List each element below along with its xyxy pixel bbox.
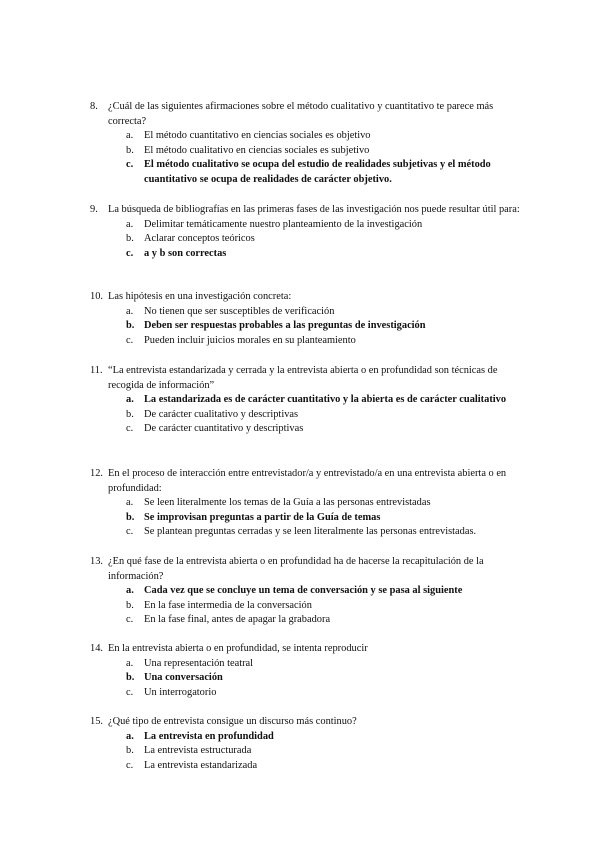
option-c bbox=[90, 158, 530, 187]
option-text: Una representación teatral bbox=[144, 657, 254, 669]
option-list bbox=[90, 496, 530, 540]
option-letter: c. bbox=[126, 247, 134, 259]
option-letter: b. bbox=[126, 408, 134, 420]
option-text: De carácter cuantitativo y descriptivas bbox=[144, 423, 304, 435]
option-letter: a. bbox=[126, 730, 134, 742]
option-letter: c. bbox=[126, 159, 134, 171]
option-text: Una conversación bbox=[144, 672, 223, 684]
question-header bbox=[90, 715, 530, 730]
option-list bbox=[90, 305, 530, 349]
option-letter: b. bbox=[126, 144, 134, 156]
option-letter: b. bbox=[126, 320, 135, 332]
option-letter: c. bbox=[126, 614, 134, 626]
option-text: Un interrogatorio bbox=[144, 686, 217, 698]
option-letter: b. bbox=[126, 672, 135, 684]
option-c bbox=[90, 759, 530, 774]
option-letter: a. bbox=[126, 305, 134, 317]
question-text: “La entrevista estandarizada y cerrada y la entrevista abierta o en profundidad son técnicas de recogida de información” bbox=[108, 365, 498, 391]
question-header bbox=[90, 100, 530, 129]
question-header bbox=[90, 203, 530, 218]
option-text: De carácter cualitativo y descriptivas bbox=[144, 408, 299, 420]
question-text: En la entrevista abierta o en profundidad, se intenta reproducir bbox=[108, 643, 368, 654]
question-14 bbox=[90, 642, 530, 700]
option-letter: b. bbox=[126, 599, 134, 611]
option-text: No tienen que ser susceptibles de verificación bbox=[144, 305, 335, 317]
option-list bbox=[90, 657, 530, 701]
option-letter: c. bbox=[126, 686, 134, 698]
option-text: La entrevista estructurada bbox=[144, 745, 252, 757]
option-letter: a. bbox=[126, 657, 134, 669]
option-a bbox=[90, 218, 530, 233]
question-number: 15. bbox=[90, 716, 103, 727]
question-12 bbox=[90, 467, 530, 540]
option-letter: a. bbox=[126, 585, 134, 597]
option-text: El método cualitativo en ciencias sociales es subjetivo bbox=[144, 144, 370, 156]
question-header bbox=[90, 555, 530, 584]
question-text: La búsqueda de bibliografías en las primeras fases de las investigación nos puede resultar útil para: bbox=[108, 204, 520, 215]
option-letter: b. bbox=[126, 511, 135, 523]
option-list bbox=[90, 584, 530, 628]
question-text: ¿Qué tipo de entrevista consigue un discurso más continuo? bbox=[108, 716, 357, 727]
option-text: Pueden incluir juicios morales en su planteamiento bbox=[144, 334, 356, 346]
option-text: Se improvisan preguntas a partir de la Guía de temas bbox=[144, 511, 381, 523]
option-b bbox=[90, 232, 530, 247]
option-text: El método cuantitativo en ciencias sociales es objetivo bbox=[144, 130, 371, 142]
question-number: 8. bbox=[90, 101, 98, 112]
option-letter: a. bbox=[126, 497, 134, 509]
question-9 bbox=[90, 203, 530, 261]
question-number: 9. bbox=[90, 204, 98, 215]
question-text: ¿Cuál de las siguientes afirmaciones sobre el método cualitativo y cuantitativo te parece más correcta? bbox=[108, 101, 494, 127]
option-text: Delimitar temáticamente nuestro planteamiento de la investigación bbox=[144, 218, 423, 230]
question-header bbox=[90, 642, 530, 657]
option-letter: a. bbox=[126, 130, 134, 142]
question-number: 11. bbox=[90, 365, 103, 376]
option-list bbox=[90, 129, 530, 187]
question-15 bbox=[90, 715, 530, 773]
option-text: El método cualitativo se ocupa del estudio de realidades subjetivas y el método cuantitativo se ocupa de realidades de carácter objetivo. bbox=[144, 159, 491, 185]
option-b bbox=[90, 319, 530, 334]
question-10 bbox=[90, 290, 530, 348]
option-a bbox=[90, 730, 530, 745]
option-text: a y b son correctas bbox=[144, 247, 227, 259]
question-text: ¿En qué fase de la entrevista abierta o en profundidad ha de hacerse la recapitulación de la información? bbox=[108, 556, 484, 582]
option-text: La entrevista estandarizada bbox=[144, 759, 258, 771]
option-b bbox=[90, 744, 530, 759]
option-text: Se plantean preguntas cerradas y se leen literalmente las personas entrevistadas. bbox=[144, 526, 477, 538]
option-letter: b. bbox=[126, 745, 134, 757]
option-letter: c. bbox=[126, 759, 134, 771]
option-a bbox=[90, 657, 530, 672]
option-a bbox=[90, 584, 530, 599]
question-number: 13. bbox=[90, 556, 103, 567]
option-letter: a. bbox=[126, 218, 134, 230]
question-11 bbox=[90, 364, 530, 437]
option-a bbox=[90, 496, 530, 511]
option-c bbox=[90, 613, 530, 628]
option-c bbox=[90, 525, 530, 540]
question-number: 12. bbox=[90, 468, 103, 479]
option-letter: a. bbox=[126, 394, 134, 406]
option-list bbox=[90, 393, 530, 437]
question-13 bbox=[90, 555, 530, 628]
option-b bbox=[90, 408, 530, 423]
question-number: 14. bbox=[90, 643, 103, 654]
question-header bbox=[90, 467, 530, 496]
option-a bbox=[90, 129, 530, 144]
question-number: 10. bbox=[90, 291, 103, 302]
option-b bbox=[90, 511, 530, 526]
option-c bbox=[90, 334, 530, 349]
question-text: En el proceso de interacción entre entrevistador/a y entrevistado/a en una entrevista abierta o en profundidad: bbox=[108, 468, 507, 494]
option-text: Aclarar conceptos teóricos bbox=[144, 233, 255, 245]
option-a bbox=[90, 305, 530, 320]
option-text: La estandarizada es de carácter cuantitativo y la abierta es de carácter cualitativo bbox=[144, 394, 507, 406]
option-list bbox=[90, 730, 530, 774]
option-text: La entrevista en profundidad bbox=[144, 730, 274, 742]
option-letter: c. bbox=[126, 334, 134, 346]
option-list bbox=[90, 218, 530, 262]
option-c bbox=[90, 247, 530, 262]
option-b bbox=[90, 599, 530, 614]
option-letter: c. bbox=[126, 423, 134, 435]
option-letter: b. bbox=[126, 233, 134, 245]
option-text: Deben ser respuestas probables a las preguntas de investigación bbox=[144, 320, 426, 332]
option-text: En la fase final, antes de apagar la grabadora bbox=[144, 614, 331, 626]
question-8 bbox=[90, 100, 530, 188]
option-b bbox=[90, 671, 530, 686]
option-text: Cada vez que se concluye un tema de conversación y se pasa al siguiente bbox=[144, 585, 463, 597]
option-c bbox=[90, 422, 530, 437]
option-text: Se leen literalmente los temas de la Guía a las personas entrevistadas bbox=[144, 497, 431, 509]
option-b bbox=[90, 144, 530, 159]
option-a bbox=[90, 393, 530, 408]
option-text: En la fase intermedia de la conversación bbox=[144, 599, 312, 611]
question-header bbox=[90, 290, 530, 305]
option-letter: c. bbox=[126, 526, 134, 538]
question-text: Las hipótesis en una investigación concreta: bbox=[108, 291, 292, 302]
option-c bbox=[90, 686, 530, 701]
question-header bbox=[90, 364, 530, 393]
